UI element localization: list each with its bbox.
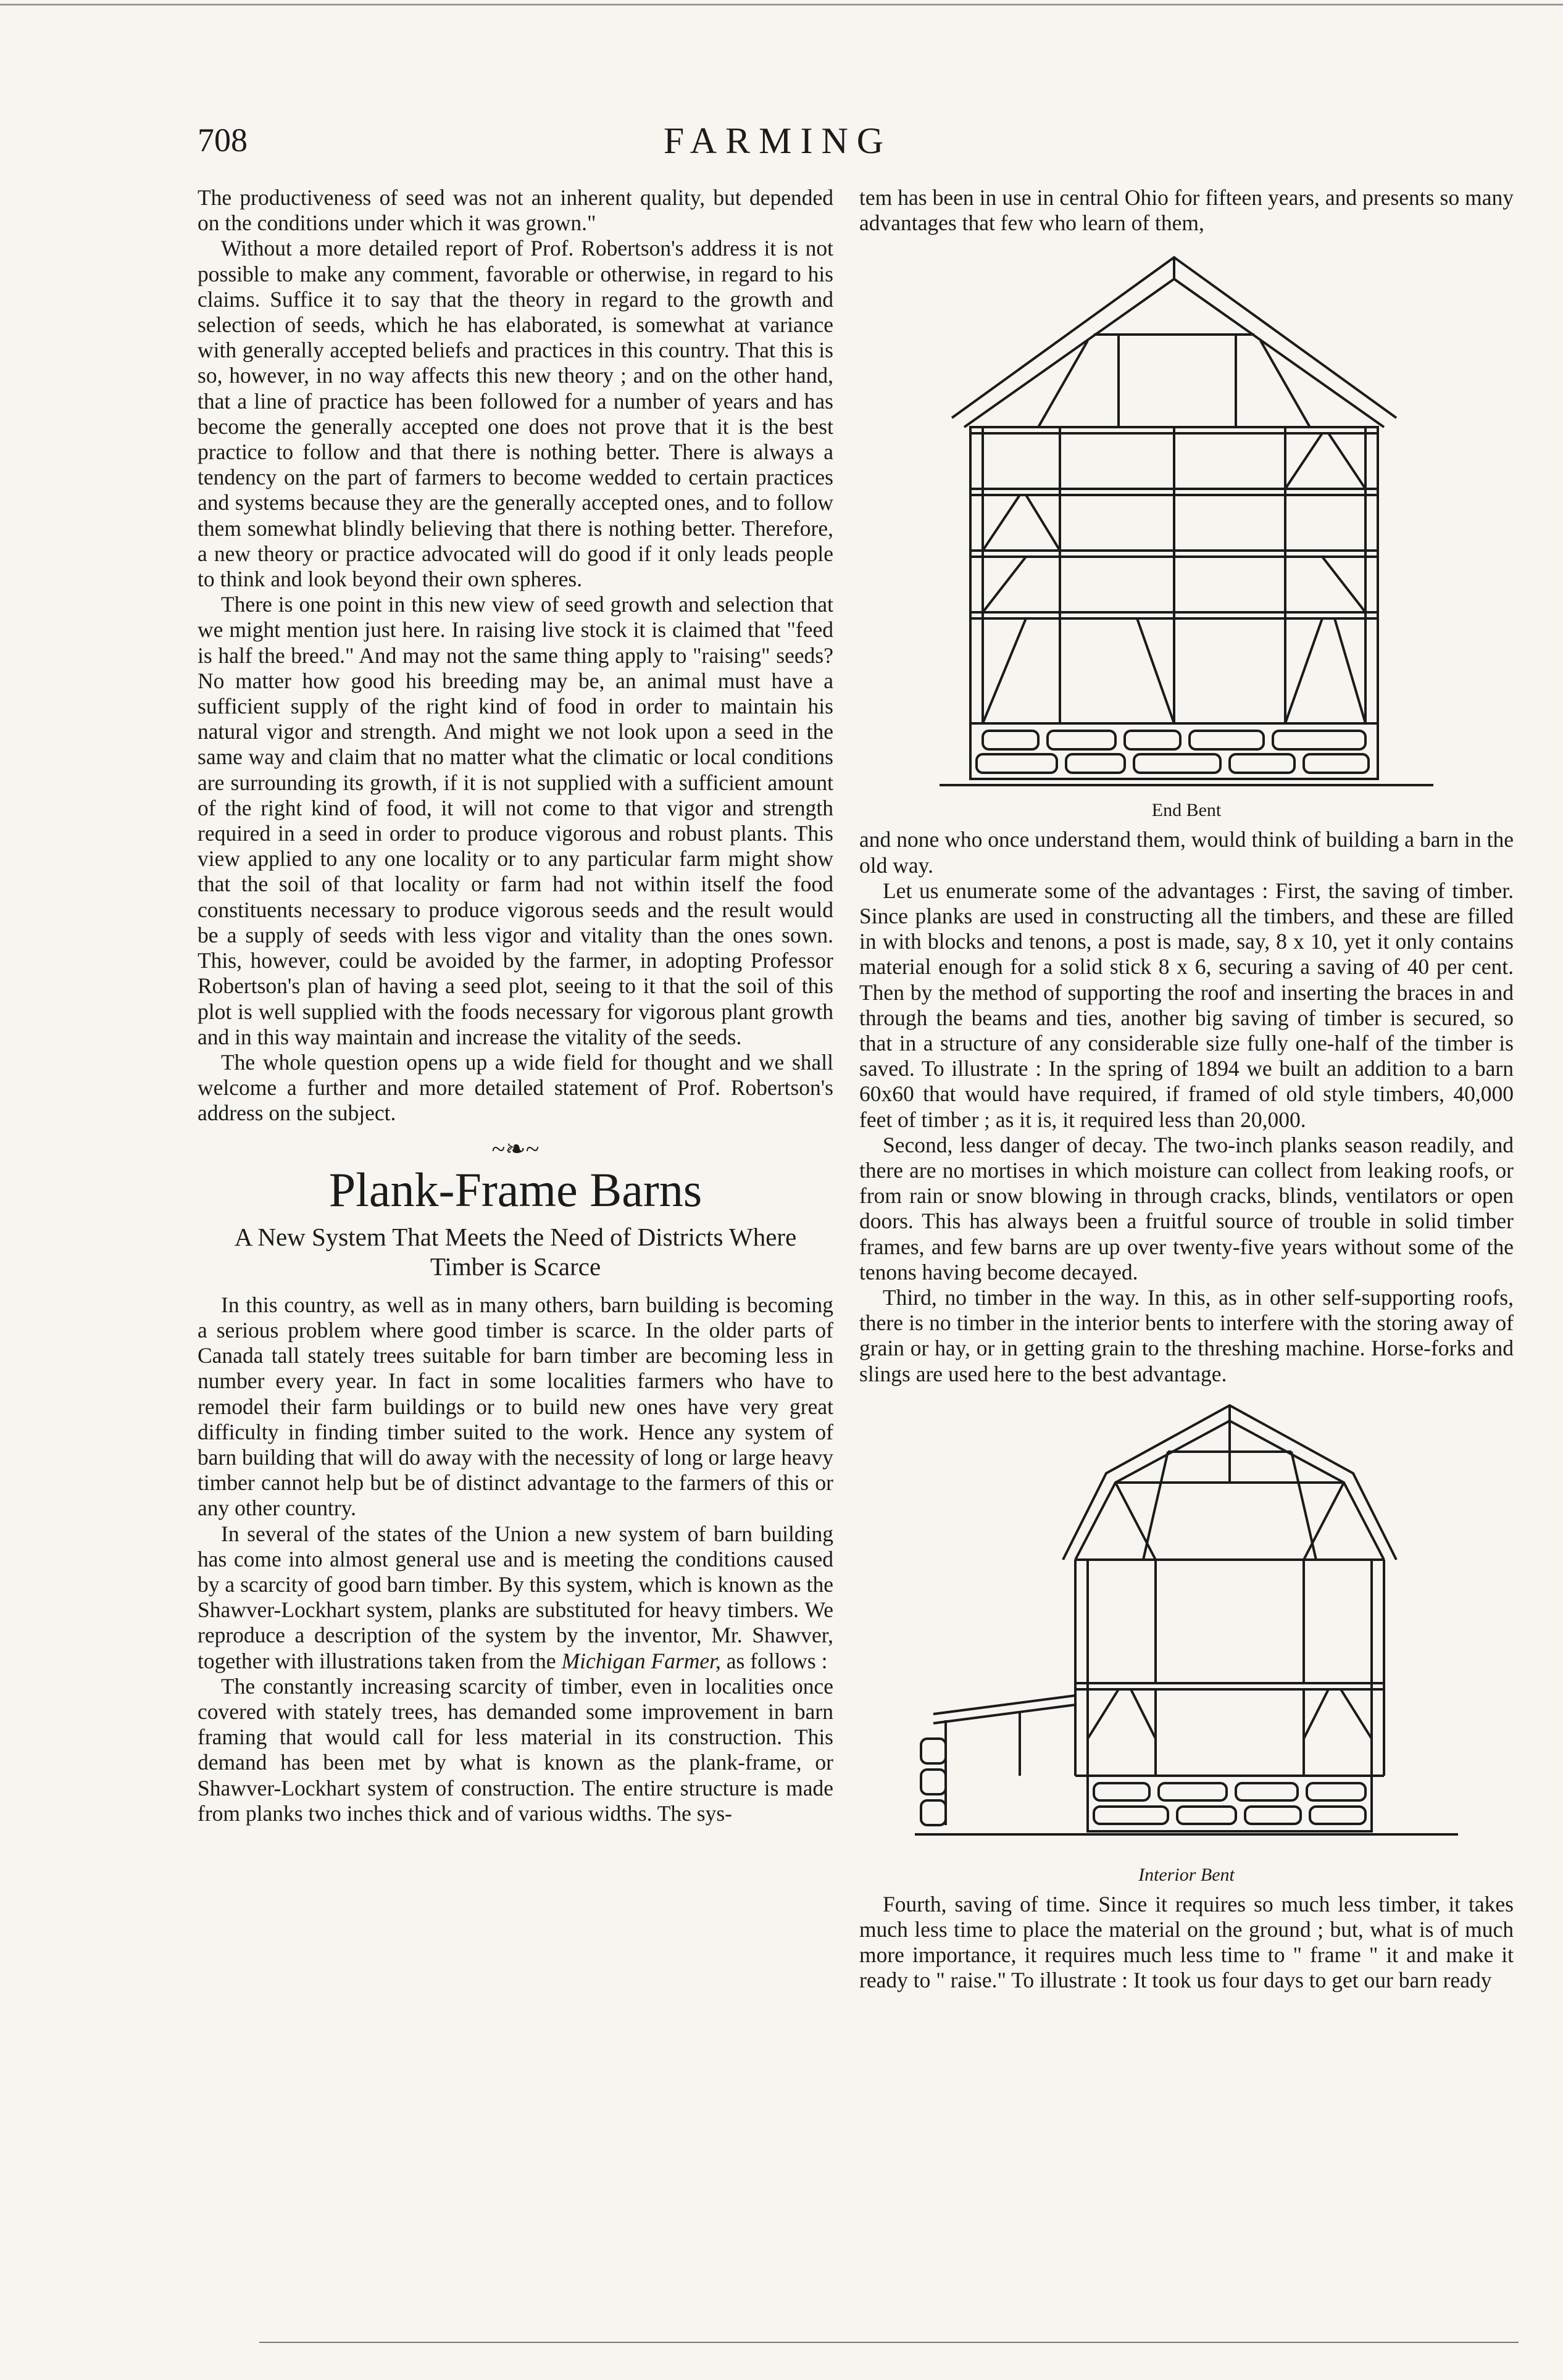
paragraph: In this country, as well as in many others, barn building is becoming a serious problem where good timber is scarce. In the older parts of Canada tall stately trees suitable for barn timber are becoming less in number every year. In fact in some localities farmers who have to remodel their farm buildings or to build new ones have very great difficulty in finding timber suited to the work. Hence any system of barn building that will do away with the necessity of long or large heavy timber cannot help but be of distinct advantage to the farmers of this or any other country.	[198, 1292, 833, 1521]
right-column	[859, 185, 1514, 1994]
paragraph: Second, less danger of decay. The two-inch planks season readily, and there are no mortises in which moisture can collect from leaking roofs, or from rain or snow blowing in through cracks, blinds, ventilators or open doors. This has always been a fruitful source of trouble in solid timber frames, and few barns are up over twenty-five years without some of the tenons having become decayed.	[859, 1132, 1514, 1284]
page-edge-rule	[0, 4, 1563, 6]
figure-caption	[859, 1865, 1514, 1886]
citation-tail: as follows :	[720, 1648, 828, 1673]
page-number: 708	[198, 122, 248, 159]
citation-italic: Michigan Farmer,	[561, 1648, 721, 1673]
article-title: Plank-Frame Barns	[328, 1162, 702, 1217]
figure-end-bent	[859, 242, 1514, 821]
paragraph: The productiveness of seed was not an inherent quality, but depended on the conditions under which it was grown."	[198, 185, 833, 236]
paragraph: Without a more detailed report of Prof. Robertson's address it is not possible to make any comment, favorable or otherwise, in regard to his claims. Suffice it to say that the theory in regard to the growth and selection of seeds, which he has elaborated, is somewhat at variance with generally accepted beliefs and practices in this country. That this is so, however, in no way affects this new theory ; and on the other hand, that a line of practice has been followed for a number of years and has become the generally accepted one does not prove that it is the best practice to follow and that there is nothing better. There is always a tendency on the part of farmers to become wedded to certain practices and systems because they are the generally accepted ones, and to follow them somewhat blindly believing that there is nothing better. Therefore, a new theory or practice advocated will do good if it only leads people to think and look beyond their own spheres.	[198, 236, 833, 592]
interior-bent-drawing	[909, 1393, 1464, 1862]
figure-caption: End Bent	[1151, 800, 1222, 821]
paragraph: The constantly increasing scarcity of timber, even in localities once covered with stately trees, has demanded some improvement in barn framing that would call for less material in its construction. This demand has been met by what is known as the plank-frame, or Shawver-Lockhart system of construction. The entire structure is made from planks two inches thick and of various widths. The sys-	[198, 1673, 833, 1826]
page-bottom-rule	[259, 2342, 1519, 2343]
page-header	[198, 115, 1358, 170]
paragraph: Third, no timber in the way. In this, as in other self-supporting roofs, there is no timber in the interior bents to interfere with the storing away of grain or hay, or in getting grain to the threshing machine. Horse-forks and slings are used here to the best advantage.	[859, 1285, 1514, 1386]
running-title: FARMING	[663, 120, 893, 161]
left-column	[198, 185, 833, 1826]
paragraph: tem has been in use in central Ohio for fifteen years, and presents so many advantages that few who learn of them,	[859, 185, 1514, 236]
article-subtitle: A New System That Meets the Need of Districts Where Timber is Scarce	[234, 1222, 797, 1281]
caption-italic: Interior Bent	[1138, 1864, 1235, 1885]
paragraph: The whole question opens up a wide field for thought and we shall welcome a further and more detailed statement of Prof. Robertson's address on the subject.	[198, 1049, 833, 1126]
paragraph: and none who once understand them, would think of building a barn in the old way.	[859, 827, 1514, 878]
figure-interior-bent	[859, 1393, 1514, 1886]
paragraph: Fourth, saving of time. Since it requires so much less timber, it takes much less time to place the material on the ground ; but, what is of much more importance, it requires much less time to " frame " it and make it ready to " raise." To illustrate : It took us four days to get our barn ready	[859, 1891, 1514, 1993]
end-bent-drawing	[915, 242, 1458, 797]
paragraph: There is one point in this new view of seed growth and selection that we might mention just here. In raising live stock it is claimed that "feed is half the breed." And may not the same thing apply to "raising" seeds? No matter how good his breeding may be, an animal must have a sufficient supply of the right kind of food in order to maintain his natural vigor and strength. And might we not look upon a seed in the same way and claim that no matter what the climatic or local conditions are surrounding its growth, if it is not supplied with a sufficient amount of the right kind of food, it will not come to that vigor and strength required in a seed in order to produce vigorous and robust plants. This view applied to any one locality or to any particular farm might show that the soil of that locality or farm had not within itself the food constituents necessary to produce vigorous seeds and the result would be a supply of seeds with less vigor and vitality than the ones sown. This, however, could be avoided by the farmer, in adopting Professor Robertson's plan of having a seed plot, seeing to it that the soil of this plot is well supplied with the foods necessary for vigorous plant growth and in this way maintain and increase the vitality of the seeds.	[198, 592, 833, 1049]
paragraph: Let us enumerate some of the advantages : First, the saving of timber. Since planks are used in constructing all the timbers, and these are filled in with blocks and tenons, a post is made, say, 8 x 10, yet it only contains material enough for a solid stick 8 x 6, securing a saving of 40 per cent. Then by the method of supporting the roof and inserting the braces in and through the beams and ties, another big saving of timber is secured, so that in a structure of any considerable size fully one-half of the timber is saved. To illustrate : In the spring of 1894 we built an addition to a barn 60x60 that would have required, if framed of old style timbers, 40,000 feet of timber ; as it is, it required less than 20,000.	[859, 878, 1514, 1132]
paragraph	[198, 1521, 833, 1674]
paragraph-text: In several of the states of the Union a new system of barn building has come into almost general use and is meeting the conditions caused by a scarcity of good barn timber. By this system, which is known as the Shawver-Lockhart system, planks are substituted for heavy timbers. We reproduce a description of the system by the inventor, Mr. Shawver, together with illustrations taken from the	[198, 1521, 833, 1673]
ornament-icon: ~❧~	[491, 1134, 540, 1163]
